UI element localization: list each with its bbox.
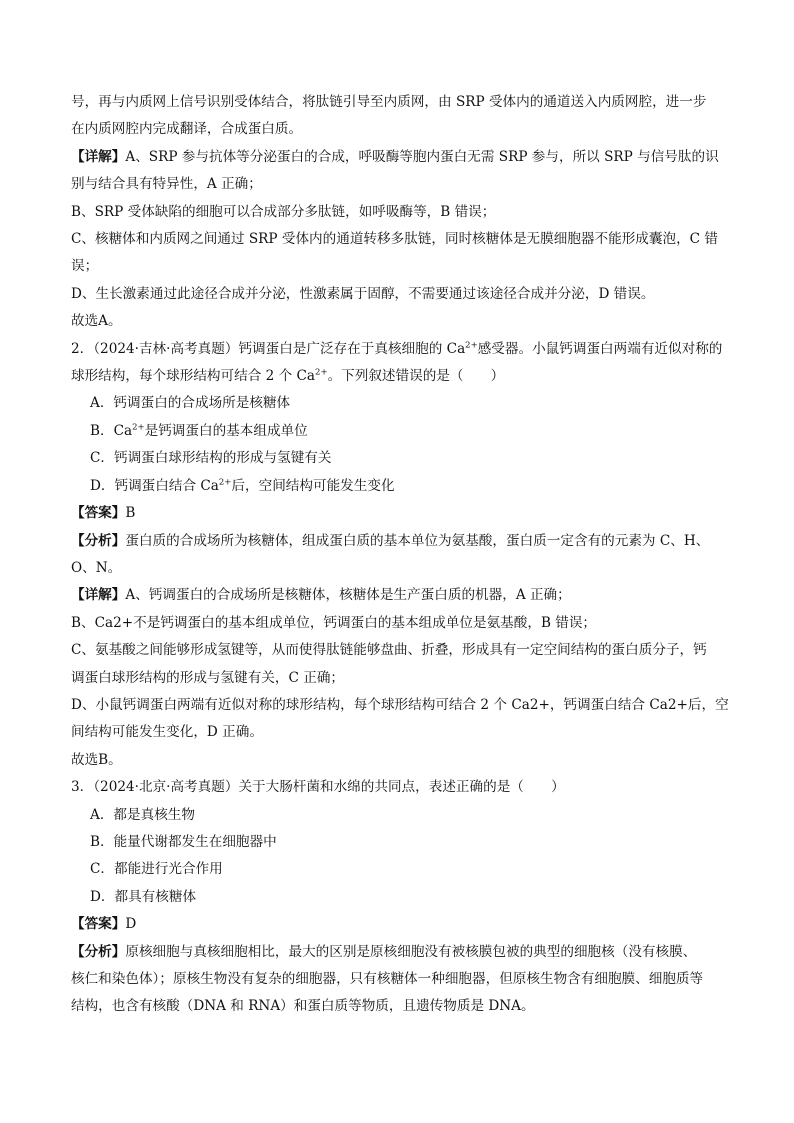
q2-answer-tag: 【答案】 [71, 505, 126, 522]
q2-analysis-line: 【分析】蛋白质的合成场所为核糖体，组成蛋白质的基本单位为氨基酸，蛋白质一定含有的元素为 C、H、 [71, 532, 710, 549]
q1-detail-line: 误； [71, 258, 99, 275]
intro-line: 在内质网腔内完成翻译，合成蛋白质。 [71, 121, 303, 138]
q3-answer-tag: 【答案】 [71, 916, 126, 933]
q2-detail-line: 【详解】A、钙调蛋白的合成场所是核糖体，核糖体是生产蛋白质的机器，A 正确； [71, 587, 571, 604]
q3-option-b: B．能量代谢都发生在细胞器中 [90, 833, 277, 850]
q3-answer: 【答案】D [71, 916, 137, 933]
q2-detail-line: B、Ca2+不是钙调蛋白的基本组成单位，钙调蛋白的基本组成单位是氨基酸，B 错误； [71, 614, 597, 631]
q2-conclusion: 故选B。 [71, 751, 122, 768]
q3-analysis-tag: 【分析】 [71, 943, 126, 960]
q2-detail-line: C、氨基酸之间能够形成氢键等，从而使得肽链能够盘曲、折叠，形成具有一定空间结构的蛋白质分子，钙 [71, 642, 707, 659]
q2-stem-cont: 球形结构，每个球形结构可结合 2 个 $Ca^{2+}$。下列叙述错误的是（ ） [71, 367, 505, 385]
q2-detail-line: D、小鼠钙调蛋白两端有近似对称的球形结构，每个球形结构可结合 2 个 Ca2+，钙调蛋白结合 Ca2+后，空 [71, 696, 729, 713]
q3-option-c: C．都能进行光合作用 [90, 861, 223, 878]
q3-analysis-line: 【分析】原核细胞与真核细胞相比，最大的区别是原核细胞没有被核膜包被的典型的细胞核（没有核膜、 [71, 943, 697, 960]
q3-stem: 3．（2024·北京·高考真题）关于大肠杆菌和水绵的共同点，表述正确的是（ ） [71, 779, 565, 796]
q2-source: （2024·吉林·高考真题） [93, 340, 239, 357]
q1-detail-line: 【详解】A、SRP 参与抗体等分泌蛋白的合成，呼吸酶等胞内蛋白无需 SRP 参与，所以 SRP 与信号肽的识 [71, 148, 719, 165]
q2-detail-tag: 【详解】 [71, 587, 126, 604]
q3-source: （2024·北京·高考真题） [93, 779, 239, 796]
q1-detail-line: 别与结合具有特异性，A 正确； [71, 176, 262, 193]
q2-analysis-tag: 【分析】 [71, 532, 126, 549]
q1-detail-line: D、生长激素通过此途径合成并分泌，性激素属于固醇，不需要通过该途径合成并分泌，D 错误。 [71, 285, 655, 302]
q2-option-a: A．钙调蛋白的合成场所是核糖体 [90, 395, 291, 412]
q3-analysis-line: 结构，也含有核酸（DNA 和 RNA）和蛋白质等物质，且遗传物质是 DNA。 [71, 998, 535, 1015]
q1-conclusion: 故选A。 [71, 313, 122, 330]
q3-option-a: A．都是真核生物 [90, 806, 195, 823]
q3-option-d: D．都具有核糖体 [90, 888, 197, 905]
q2-option-c: C．钙调蛋白球形结构的形成与氢键有关 [90, 450, 332, 467]
q2-detail-line: 间结构可能发生变化，D 正确。 [71, 724, 263, 741]
q3-number: 3． [71, 779, 94, 796]
q1-detail-line: C、核糖体和内质网之间通过 SRP 受体内的通道转移多肽链，同时核糖体是无膜细胞器不能形成囊泡，C 错 [71, 231, 718, 248]
q2-detail-line: 调蛋白球形结构的形成与氢键有关，C 正确； [71, 669, 345, 686]
intro-line: 号，再与内质网上信号识别受体结合，将肽链引导至内质网，由 SRP 受体内的通道送入内质网腔，进一步 [71, 94, 707, 110]
q3-analysis-line: 核仁和染色体）；原核生物没有复杂的细胞器，只有核糖体一种细胞器，但原核生物含有细胞膜、细胞质等 [71, 971, 704, 987]
q1-detail-line: B、SRP 受体缺陷的细胞可以合成部分多肽链，如呼吸酶等，B 错误； [71, 203, 496, 220]
q2-answer: 【答案】B [71, 505, 136, 522]
q2-analysis-line: O、N。 [71, 559, 122, 576]
q2-option-d: D．钙调蛋白结合 $Ca^{2+}$后，空间结构可能发生变化 [90, 477, 395, 494]
q2-number: 2． [71, 340, 94, 357]
q1-detail-tag: 【详解】 [71, 148, 126, 165]
document-content [71, 89, 731, 1021]
q2-stem: 2．（2024·吉林·高考真题）钙调蛋白是广泛存在于真核细胞的 $Ca^{2+}$感受器。小鼠钙调蛋白两端有近似对称的 [71, 340, 723, 357]
q2-option-b: B．$Ca^{2+}$是钙调蛋白的基本组成单位 [90, 422, 308, 439]
